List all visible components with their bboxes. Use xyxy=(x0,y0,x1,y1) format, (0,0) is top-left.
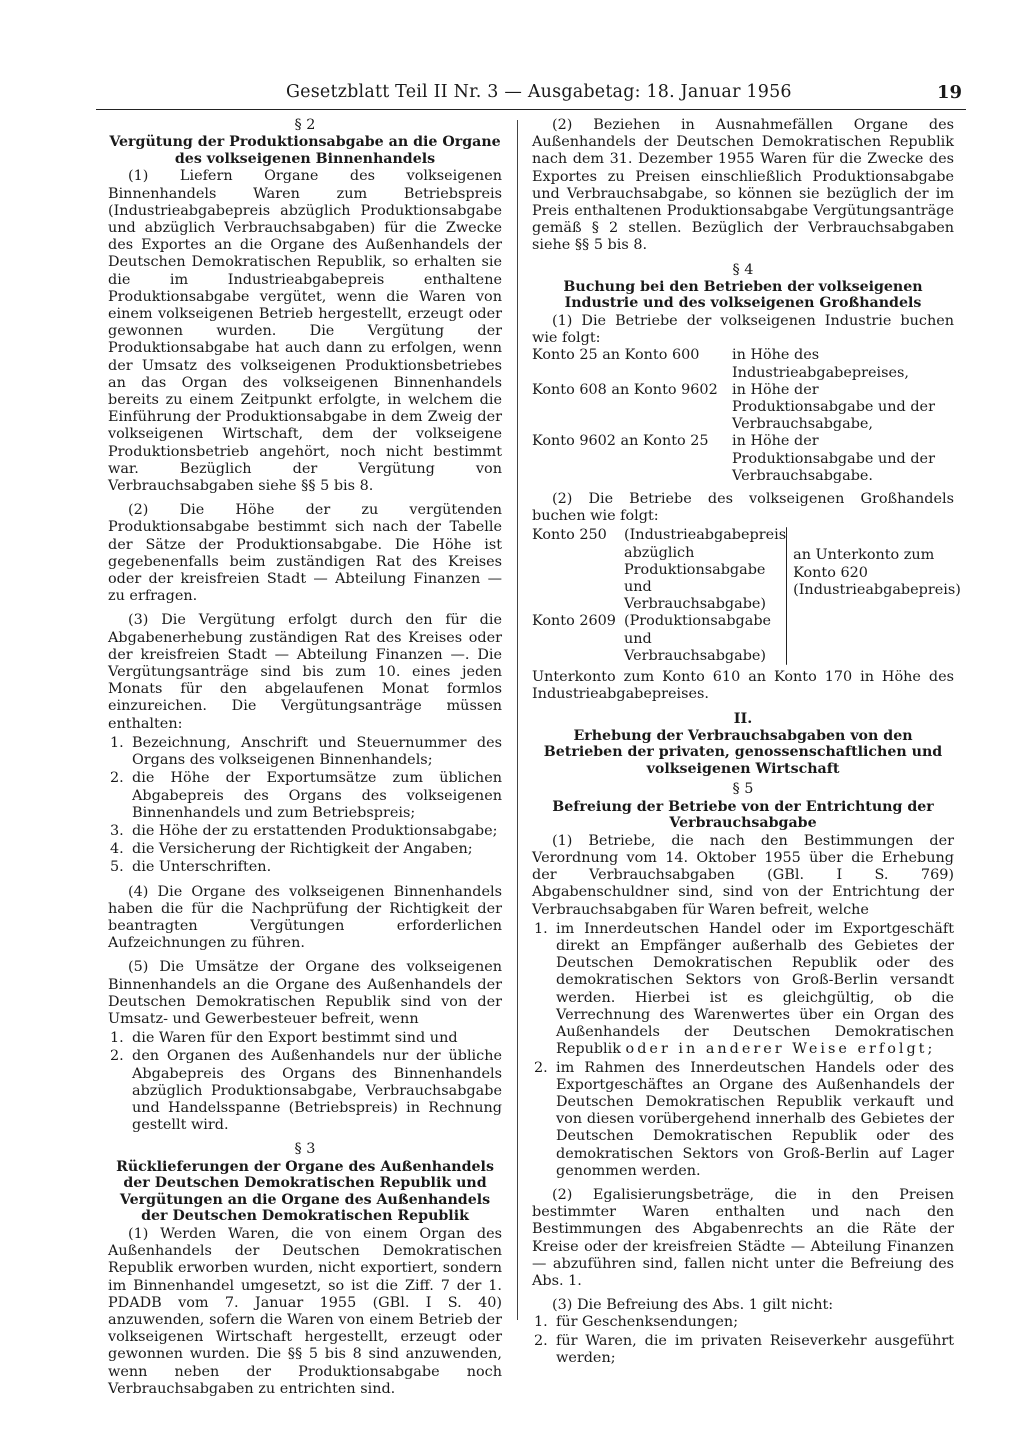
header-rule xyxy=(96,109,966,110)
running-header xyxy=(96,80,966,114)
booking-entry: Konto 9602 an Konto 25 in Höhe der Produktionsabgabe und der Verbrauchsabgabe. xyxy=(532,433,935,484)
list-item: 1. Bezeichnung, Anschrift und Steuernummer des Organs des volkseigenen Binnenhandels; xyxy=(110,734,502,769)
section-2-paragraph-5: (5) Die Umsätze der Organe des volkseigenen Binnenhandels an die Organe des Außenhandels der Deutschen Demokratischen Republik sind von der Umsatz- und Gewerbesteuer befreit, wenn xyxy=(108,959,502,1027)
section-4-number: § 4 xyxy=(732,261,754,278)
booking-entry: Konto 250 (Industrieabgabepreis abzüglich Produktionsabgabe und Verbrauchsabgabe) xyxy=(532,527,787,613)
list-item: 1. die Waren für den Export bestimmt sind und xyxy=(110,1030,458,1047)
section-3-paragraph-1: (1) Werden Waren, die von einem Organ des Außenhandels der Deutschen Demokratischen Republik erworben wurden, nicht exportiert, sondern im Binnenhandel umgesetzt, so ist die Ziff. 7 der 1. PDADB vom 7. Januar 1955 (GBl. I S. 40) anzuwenden, sofern die Waren von einem Betrieb der volkseigenen Wirtschaft hergestellt, erzeugt oder gewonnen wurden. Die §§ 5 bis 8 sind anzuwenden, wenn neben der Produktionsabgabe noch Verbrauchsabgaben zu entrichten sind. xyxy=(108,1225,502,1397)
section-5-number: § 5 xyxy=(732,781,754,798)
list-item: 5. die Unterschriften. xyxy=(110,859,272,876)
section-5-list-3 xyxy=(532,1314,954,1367)
section-2-list-2 xyxy=(108,1030,502,1134)
section-3-title: Rücklieferungen der Organe des Außenhandels der Deutschen Demokratischen Republik und Vergütungen an die Organe des Außenhandels der Deutschen Demokratischen Republik xyxy=(116,1158,494,1225)
wholesale-booking-entries xyxy=(532,527,961,665)
section-5-paragraph-2: (2) Egalisierungsbeträge, die in den Preisen bestimmter Waren enthalten und nach den Bestimmungen des Abgabenrechts an die Räte der Kreise oder der kreisfreien Städte — Abteilung Finanzen — abzuführen sind, fallen nicht unter die Befreiung des Abs. 1. xyxy=(532,1186,954,1289)
list-item: 3. die Höhe der zu erstattenden Produktionsabgabe; xyxy=(110,822,498,839)
booking-entry: Konto 2609 (Produktionsabgabe und Verbrauchsabgabe) xyxy=(532,613,772,664)
column-divider xyxy=(517,120,518,1320)
left-column xyxy=(108,117,502,1397)
list-item: 1. für Geschenksendungen; xyxy=(534,1314,739,1331)
list-item: 2. den Organen des Außenhandels nur der übliche Abgabepreis des Organs des Binnenhandels abzüglich Produktionsabgabe, Verbrauchsabgabe und Handelsspanne (Betriebspreis) in Rechnung gestellt wird. xyxy=(110,1048,502,1134)
section-2-title: Vergütung der Produktionsabgabe an die Organe des volkseigenen Binnenhandels xyxy=(109,134,501,167)
section-2-paragraph-4: (4) Die Organe des volkseigenen Binnenhandels haben die für die Nachprüfung der Richtigkeit der beantragten Vergütungen erforderlichen Aufzeichnungen zu führen. xyxy=(108,883,502,952)
section-5-title: Befreiung der Betriebe von der Entrichtung der Verbrauchsabgabe xyxy=(552,798,934,832)
right-column xyxy=(532,117,961,1366)
part-number: II. xyxy=(733,710,753,728)
section-5-paragraph-1: (1) Betriebe, die nach den Bestimmungen der Verordnung vom 14. Oktober 1955 über die Erhebung der Verbrauchsabgaben (GBl. I S. 769) Abgabenschuldner sind, sind von der Entrichtung der Verbrauchsabgaben für Waren befreit, welche xyxy=(532,832,954,918)
list-item: 2. im Rahmen des Innerdeutschen Handels oder des Exportgeschäftes an Organe des Außenhandels der Deutschen Demokratischen Republik verkauft und von diesen vorübergehend innerhalb des Gebietes der Deutschen Demokratischen Republik oder des demokratischen Sektors von Groß-Berlin auf Lager genommen werden. xyxy=(534,1059,954,1179)
section-5-list xyxy=(532,921,954,1180)
list-item: 2. für Waren, die im privaten Reiseverkehr ausgeführt werden; xyxy=(534,1332,954,1366)
section-4-paragraph-2: (2) Die Betriebe des volkseigenen Großhandels buchen wie folgt: xyxy=(532,491,954,525)
section-3-paragraph-2: (2) Beziehen in Ausnahmefällen Organe des Außenhandels der Deutschen Demokratischen Republik nach dem 31. Dezember 1955 Waren für die Zwecke des Exportes zu Preisen einschließlich Produktionsabgabe und Verbrauchsabgabe, so können sie bezüglich der im Preis enthaltenen Produktionsabgabe Vergütungsanträge gemäß § 2 stellen. Bezüglich der Verbrauchsabgaben siehe §§ 5 bis 8. xyxy=(532,117,954,254)
list-item: 4. die Versicherung der Richtigkeit der Angaben; xyxy=(110,841,473,858)
section-4-title: Buchung bei den Betrieben der volkseigenen Industrie und des volkseigenen Großhandels xyxy=(563,278,923,312)
booking-entry: Konto 25 an Konto 600 in Höhe des Industrieabgabepreises, xyxy=(532,347,909,381)
part-title: Erhebung der Verbrauchsabgaben von den Betrieben der privaten, genossenschaftlichen und volkseigenen Wirtschaft xyxy=(543,727,943,777)
section-2-number: § 2 xyxy=(294,117,316,133)
list-item: 2. die Höhe der Exportumsätze zum üblichen Abgabepreis des Organs des volkseigenen Binnenhandels und zum Betriebspreis; xyxy=(110,770,502,821)
industry-booking-entries xyxy=(532,347,954,485)
brace xyxy=(786,527,787,665)
section-2-paragraph-2: (2) Die Höhe der zu vergütenden Produktionsabgabe bestimmt sich nach der Tabelle der Sätze der Produktionsabgabe. Die Höhe ist gegebenenfalls beim zuständigen Rat des Kreises oder der kreisfreien Stadt — Abteilung Finanzen — zu erfragen. xyxy=(108,502,502,605)
list-item: 1. im Innerdeutschen Handel oder im Exportgeschäft direkt an Empfänger außerhalb des Gebietes der Deutschen Demokratischen Republik oder des demokratischen Sektors von Groß-Berlin versandt werden. Hierbei ist es gleichgültig, ob die Verrechnung des Warenwertes über ein Organ des Außenhandels der Deutschen Demokratischen Republik oder in anderer Weise erfolgt; xyxy=(534,920,954,1058)
section-5-paragraph-3: (3) Die Befreiung des Abs. 1 gilt nicht: xyxy=(552,1297,834,1314)
section-2-paragraph-1: (1) Liefern Organe des volkseigenen Binnenhandels Waren zum Betriebspreis (Industrieabgabepreis abzüglich Produktionsabgabe und abzüglich Verbrauchsabgaben) für die Zwecke des Exportes an die Organe des Außenhandels der Deutschen Demokratischen Republik, so erhalten sie die im Industrieabgabepreis enthaltene Produktionsabgabe vergütet, wenn die Waren von einem volkseigenen Betrieb hergestellt, erzeugt oder gewonnen wurden. Die Vergütung der Produktionsabgabe hat auch dann zu erfolgen, wenn der Umsatz des volkseigenen Produktionsbetriebes an das Organ des volkseigenen Binnenhandels bereits zu einem Zeitpunkt erfolgte, in welchem die Einführung der Produktionsabgabe in dem Zweig der volkseigenen Wirtschaft, dem der volkseigene Produktionsbetrieb angehört, noch nicht bestimmt war. Bezüglich der Vergütung von Verbrauchsabgaben siehe §§ 5 bis 8. xyxy=(108,168,502,495)
page-number: 19 xyxy=(936,82,962,103)
section-3-number: § 3 xyxy=(294,1141,316,1158)
section-4-paragraph-3: Unterkonto zum Konto 610 an Konto 170 in Höhe des Industrieabgabepreises. xyxy=(532,669,954,703)
section-4-paragraph-1: (1) Die Betriebe der volkseigenen Industrie buchen wie folgt: xyxy=(532,313,954,347)
booking-entry: Konto 608 an Konto 9602 in Höhe der Produktionsabgabe und der Verbrauchsabgabe, xyxy=(532,381,935,433)
running-title: Gesetzblatt Teil II Nr. 3 — Ausgabetag: 18. Januar 1956 xyxy=(286,82,792,102)
section-2-paragraph-3: (3) Die Vergütung erfolgt durch den für die Abgabenerhebung zuständigen Rat des Kreises oder der kreisfreien Stadt — Abteilung Finanzen —. Die Vergütungsanträge sind bis zum 10. eines jeden Monats für den abgelaufenen Monat formlos einzureichen. Die Vergütungsanträge müssen enthalten: xyxy=(108,612,502,732)
booking-target: an Unterkonto zum Konto 620 (Industrieabgabepreis) xyxy=(793,547,961,598)
section-2-list xyxy=(108,735,502,877)
